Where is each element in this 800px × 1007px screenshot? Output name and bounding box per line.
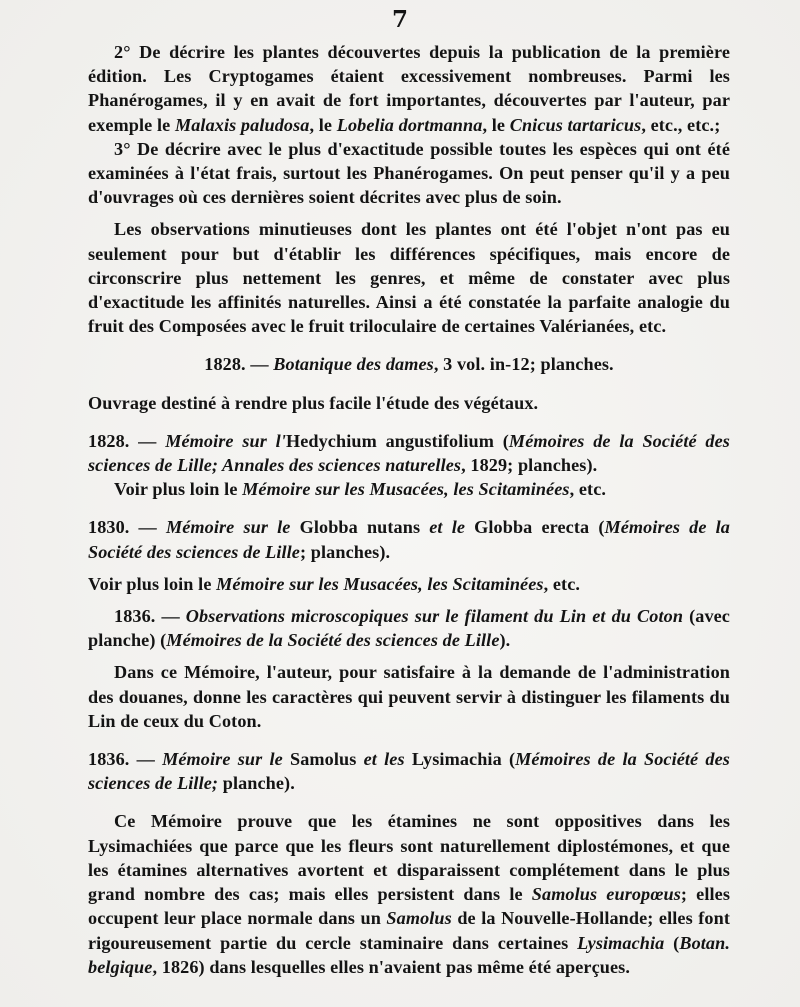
entry-1828-hedychium: 1828. — Mémoire sur l'Hedychium angustifolium (Mémoires de la Société des sciences de Lille; Annales des sciences naturelles, 1829; planches). [88, 430, 730, 476]
see-also-musacees-2: Voir plus loin le Mémoire sur les Musacées, les Scitaminées, etc. [88, 573, 581, 594]
see-also-musacees-1: Voir plus loin le Mémoire sur les Musacées, les Scitaminées, etc. [114, 479, 607, 500]
paragraph-etamines: Ce Mémoire prouve que les étamines ne sont oppositives dans les Lysimachiées que parce que les fleurs sont naturellement diplostémones, et que les étamines alternatives avortent et disparaissent complétement dans le plus grand nombre des cas; mais elles persistent dans le Samolus europœus; elles occupent leur place normale dans un Samolus de la Nouvelle-Hollande; elles font rigoureusement partie du cercle staminaire dans certaines Lysimachia (Botan. belgique, 1826) dans lesquelles elles n'avaient pas même été aperçues. [88, 811, 731, 977]
paragraph-second-point: 2° De décrire les plantes découvertes depuis la publication de la première édition. Les Cryptogames étaient excessivement nombreuses. Parmi les Phanérogames, il y en avait de fort importantes, découvertes par l'auteur, par exemple le Malaxis paludosa, le Lobelia dortmanna, le Cnicus tartaricus, etc., etc.; [88, 42, 730, 135]
entry-1828-botanique: 1828. — Botanique des dames, 3 vol. in-12; planches. [204, 354, 614, 375]
entry-1830-globba: 1830. — Mémoire sur le Globba nutans et le Globba erecta (Mémoires de la Société des sciences de Lille; planches). [88, 517, 731, 562]
entry-1836-lin-coton: 1836. — Observations microscopiques sur le filament du Lin et du Coton (avec planche) (Mémoires de la Société des sciences de Lille). [88, 606, 730, 651]
paragraph-ouvrage: Ouvrage destiné à rendre plus facile l'étude des végétaux. [88, 392, 539, 413]
paragraph-observations: Les observations minutieuses dont les plantes ont été l'objet n'ont pas eu seulement pour but d'établir les différences spécifiques, mais encore de circonscrire plus nettement les genres, et même de constater avec plus d'exactitude les affinités naturelles. Ainsi a été constatée la parfaite analogie du fruit des Composées avec le fruit triloculaire de certaines Valérianées, etc. [88, 219, 730, 337]
entry-1836-samolus: 1836. — Mémoire sur le Samolus et les Lysimachia (Mémoires de la Société des sciences de Lille; planche). [88, 749, 730, 794]
page-number: 7 [391, 6, 408, 33]
page-body [88, 40, 730, 979]
paragraph-douanes: Dans ce Mémoire, l'auteur, pour satisfaire à la demande de l'administration des douanes, donne les caractères qui peuvent servir à distinguer les filaments du Lin de ceux du Coton. [88, 662, 730, 731]
paragraph-third-point: 3° De décrire avec le plus d'exactitude possible toutes les espèces qui ont été examinées à l'état frais, surtout les Phanérogames. On peut penser qu'il y a peu d'ouvrages où ces dernières soient décrites avec plus de soin. [88, 138, 730, 208]
